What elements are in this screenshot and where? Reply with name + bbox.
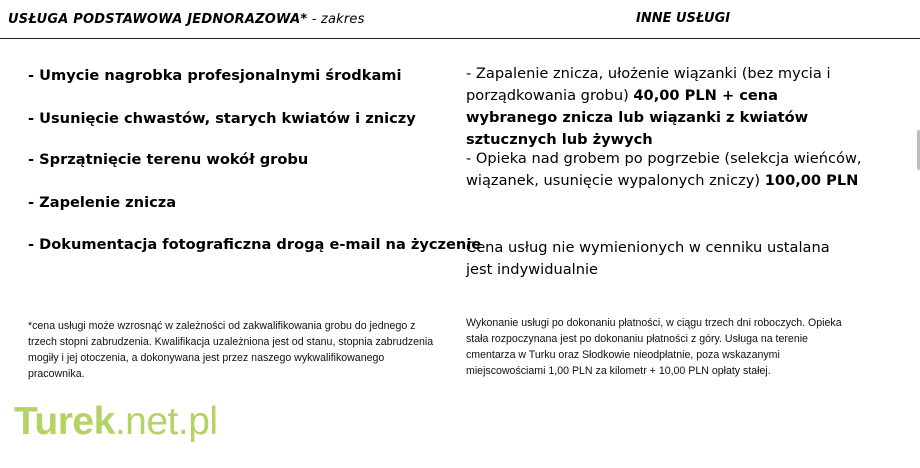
turek-logo-bold: Turek	[14, 400, 115, 443]
basic-service-title	[8, 12, 365, 27]
basic-service-item: - Sprzątnięcie terenu wokół grobu	[28, 151, 309, 168]
footnote-left: *cena usługi może wzrosnąć w zależności od zakwalifikowania grobu do jednego z trzech stopni zabrudzenia. Kwalifikacja uzależniona jest od stanu, stopnia zabrudzenia mogiły i jej otoczenia, a dokonywana jest przez naszego wykwalifikowanego pracownika.	[28, 320, 434, 380]
service-candle-wreath	[466, 63, 866, 151]
service-post-funeral-care-text: - Opieka nad grobem po pogrzebie (selekcja wieńców, wiązanek, usunięcie wypalonych zniczy)	[466, 150, 862, 189]
turek-logo	[14, 400, 218, 444]
individual-price-note: Cena usług nie wymienionych w cenniku ustalana jest indywidualnie	[466, 239, 830, 278]
service-candle-wreath-text: - Zapalenie znicza, ułożenie wiązanki (bez mycia i porządkowania grobu)	[466, 65, 831, 104]
basic-service-item: - Umycie nagrobka profesjonalnymi środkami	[28, 67, 402, 84]
header-bar	[0, 0, 920, 39]
turek-logo-rest: .net.pl	[114, 400, 218, 443]
service-post-funeral-care-price: 100,00 PLN	[764, 172, 859, 189]
other-services-title: INNE USŁUGI	[636, 11, 731, 26]
basic-service-title-text: USŁUGA PODSTAWOWA JEDNORAZOWA*	[8, 12, 308, 27]
basic-service-item: - Zapelenie znicza	[28, 194, 177, 211]
basic-service-item: - Usunięcie chwastów, starych kwiatów i zniczy	[28, 110, 416, 127]
basic-service-title-suffix: - zakres	[307, 12, 365, 27]
service-post-funeral-care	[466, 148, 866, 192]
footnote-right: Wykonanie usługi po dokonaniu płatności, w ciągu trzech dni roboczych. Opieka stała rozpoczynana jest po dokonaniu płatności z góry. Usługa na terenie cmentarza w Turku oraz Słodkowie nieodpłatnie, poza wskazanymi miejscowościami 1,00 PLN za kilometr + 10,00 PLN opłaty stałej.	[466, 317, 842, 377]
basic-service-item: - Dokumentacja fotograficzna drogą e-mail na życzenie	[28, 236, 482, 253]
service-candle-wreath-price: 40,00 PLN + cena wybranego znicza lub wiązanki z kwiatów sztucznych lub żywych	[466, 87, 809, 148]
